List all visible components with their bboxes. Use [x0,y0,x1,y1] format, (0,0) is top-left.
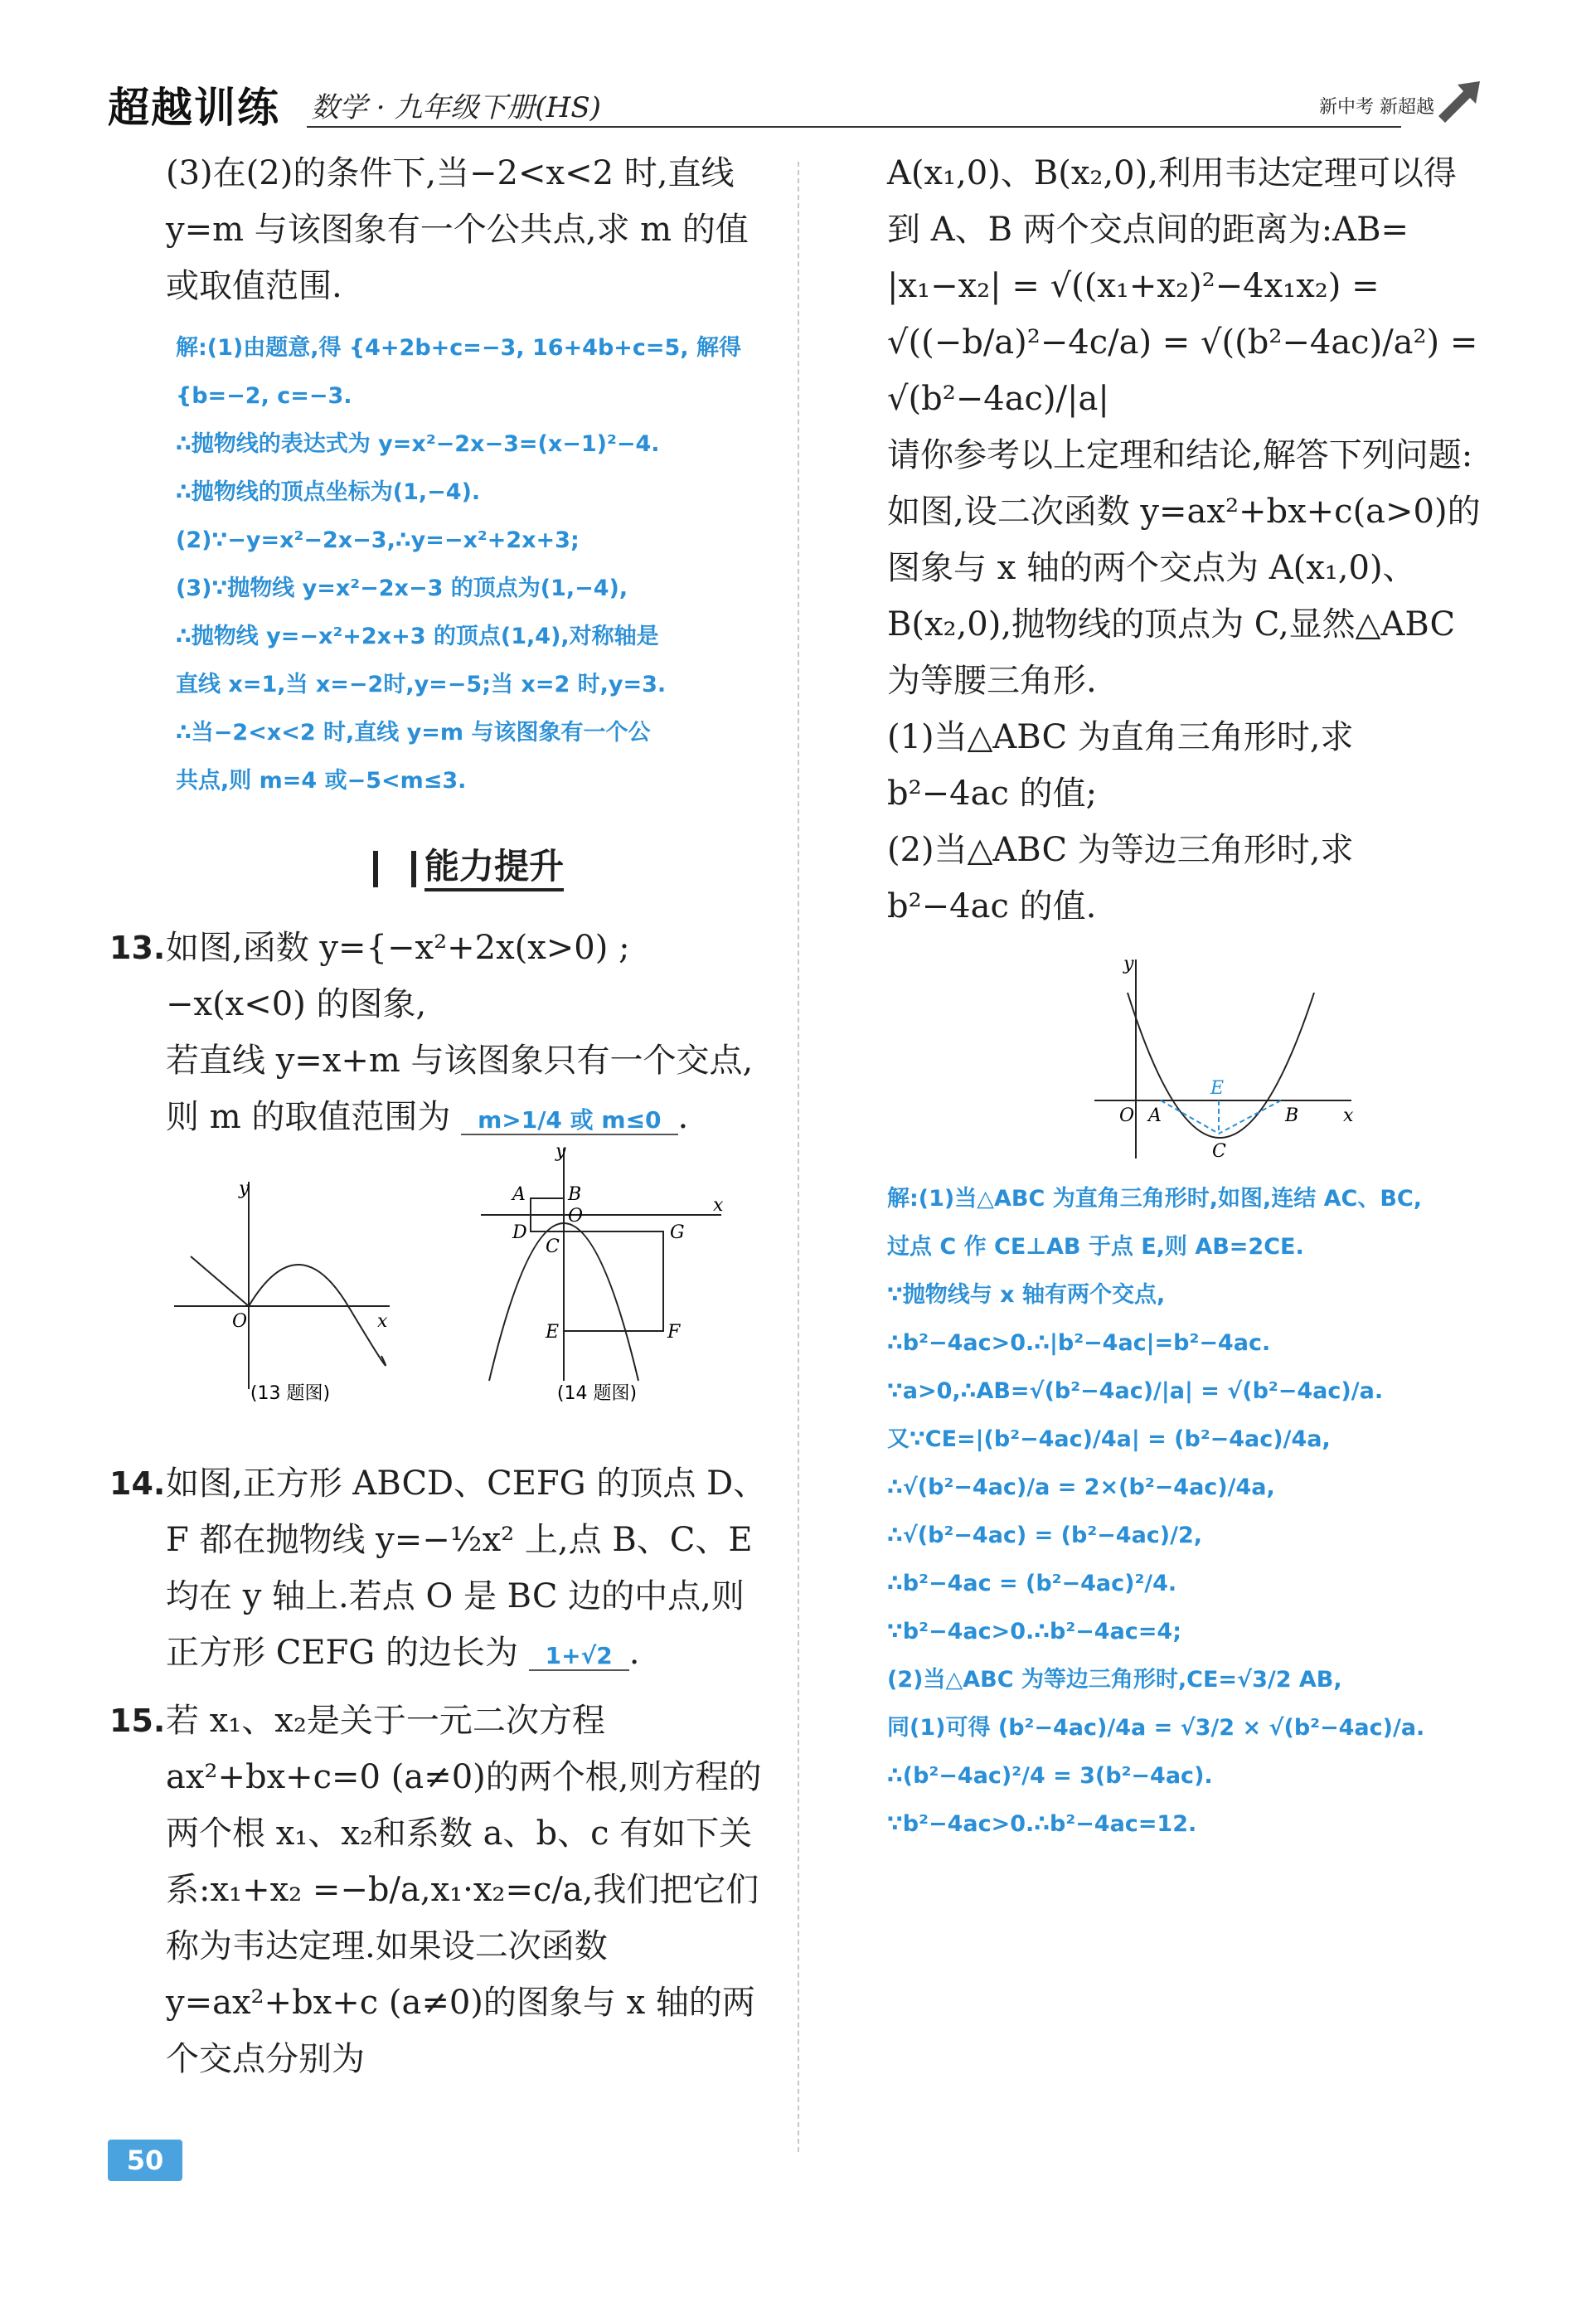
right-column [887,145,1484,1848]
brand-title: 超越训练 [108,84,280,132]
answer-blank: m>1/4 或 m≤0 [461,1106,677,1135]
book-title: 数学 · 九年级下册(HS) [311,91,601,124]
q15-continued: A(x₁,0)、B(x₂,0),利用韦达定理可以得到 A、B 两个交点间的距离为:AB= [887,154,1457,249]
figures-13-14 [166,1141,771,1439]
svg-text:D: D [512,1222,527,1243]
figure-15 [1078,951,1360,1167]
sol-line: ∴抛物线的顶点坐标为(1,−4). [176,479,481,505]
svg-text:O: O [232,1311,248,1332]
page-number: 50 [108,2140,182,2181]
q15-setup: 如图,设二次函数 y=ax²+bx+c(a>0)的图象与 x 轴的两个交点为 A(x₁,0)、B(x₂,0),抛物线的顶点为 C,显然△ABC 为等腰三角形. [887,493,1481,700]
svg-text:C: C [1212,1141,1226,1162]
q15-part-2: (2)当△ABC 为等边三角形时,求 b²−4ac 的值. [887,831,1354,925]
arrow-icon [1434,75,1484,124]
svg-text:F: F [667,1322,681,1343]
question-number: 13. [109,930,166,966]
sol-line: ∵抛物线与 x 轴有两个交点, [887,1282,1166,1308]
svg-text:(14 题图): (14 题图) [556,1383,638,1404]
page-header [108,75,1484,141]
left-column [109,145,771,2087]
svg-text:C: C [546,1236,560,1257]
sol-line: (2)∵−y=x²−2x−3,∴y=−x²+2x+3; [176,527,580,553]
svg-text:y: y [1123,954,1134,974]
svg-text:y: y [555,1141,566,1162]
section-heading: 能力提升 [166,838,771,895]
sol-line: 过点 C 作 CE⊥AB 于点 E,则 AB=2CE. [887,1234,1304,1260]
sol-line: ∴当−2<x<2 时,直线 y=m 与该图象有一个公 [176,720,651,746]
formula-line: √((−b/a)²−4c/a) = √((b²−4ac)/a²) = √(b²−4ac)/|a| [887,323,1478,418]
header-rule [307,126,1401,128]
sol-line: 同(1)可得 (b²−4ac)/4a = √3/2 × √(b²−4ac)/a. [887,1715,1425,1741]
sol-line: 共点,则 m=4 或−5<m≤3. [176,768,467,794]
sol-line: ∵b²−4ac>0.∴b²−4ac=12. [887,1811,1197,1837]
answer-blank: 1+√2 [529,1642,629,1671]
svg-text:x: x [377,1311,388,1332]
q15-part-1: (1)当△ABC 为直角三角形时,求 b²−4ac 的值; [887,718,1354,813]
svg-text:A: A [512,1184,526,1205]
sol-line: ∴b²−4ac = (b²−4ac)²/4. [887,1571,1177,1596]
sol-line: ∴√(b²−4ac) = (b²−4ac)/2, [887,1523,1203,1548]
svg-text:(13 题图): (13 题图) [250,1383,331,1404]
svg-text:B: B [1285,1105,1299,1126]
solution-12 [176,324,771,805]
svg-text:A: A [1148,1105,1162,1126]
svg-text:O: O [568,1206,584,1227]
sol-line: ∴抛物线的表达式为 y=x²−2x−3=(x−1)²−4. [176,431,660,457]
section-mark-icon [373,851,416,887]
svg-text:x: x [1343,1105,1354,1126]
svg-text:G: G [670,1222,685,1243]
solution-15 [887,1175,1484,1848]
svg-text:E: E [546,1322,560,1343]
sol-line: ∴抛物线 y=−x²+2x+3 的顶点(1,4),对称轴是 [176,624,659,649]
sol-line: ∵b²−4ac>0.∴b²−4ac=4; [887,1619,1182,1644]
question-15: 15. 若 x₁、x₂是关于一元二次方程 ax²+bx+c=0 (a≠0)的两个根,则方程的两个根 x₁、x₂和系数 a、b、c 有如下关系:x₁+x₂ =−b/a,x₁·x₂=c/a,我们把它们称为韦达定理.如果设二次函数 y=ax²+bx+c (a≠0)的图象与 x 轴的两个交点分别为 [166,1693,771,2087]
question-13: 13. 如图,函数 y={−x²+2x(x>0) ; −x(x<0) 的图象, 若直线 y=x+m 与该图象只有一个交点,则 m 的取值范围为 m>1/4 或 m≤0 . [166,920,771,1149]
svg-text:O: O [1119,1105,1135,1126]
sol-line: 直线 x=1,当 x=−2时,y=−5;当 x=2 时,y=3. [176,672,667,697]
svg-text:B: B [568,1184,582,1205]
slogan: 新中考 新超越 [1319,97,1434,118]
question-number: 14. [109,1465,166,1502]
column-divider [798,162,799,2152]
sol-line: (3)∵抛物线 y=x²−2x−3 的顶点为(1,−4), [176,576,628,601]
sol-line: ∵a>0,∴AB=√(b²−4ac)/|a| = √(b²−4ac)/a. [887,1378,1384,1404]
question-14: 14. 如图,正方形 ABCD、CEFG 的顶点 D、F 都在抛物线 y=−½x² 上,点 B、C、E 均在 y 轴上.若点 O 是 BC 边的中点,则正方形 CEFG 的边长为 1+√2 . [166,1455,771,1684]
question-12-part-3: (3)在(2)的条件下,当−2<x<2 时,直线 y=m 与该图象有一个公共点,求 m 的值或取值范围. [166,154,749,305]
sol-line: ∴(b²−4ac)²/4 = 3(b²−4ac). [887,1763,1213,1789]
figure-13 [166,1165,415,1406]
sol-line: 又∵CE=|(b²−4ac)/4a| = (b²−4ac)/4a, [887,1426,1331,1452]
svg-text:E: E [1210,1078,1225,1099]
formula-line: |x₁−x₂| = √((x₁+x₂)²−4x₁x₂) = [887,267,1380,305]
sol-line: ∴√(b²−4ac)/a = 2×(b²−4ac)/4a, [887,1474,1275,1500]
question-number: 15. [109,1703,166,1739]
sol-line: (2)当△ABC 为等边三角形时,CE=√3/2 AB, [887,1667,1342,1693]
svg-text:y: y [239,1178,250,1199]
svg-text:x: x [713,1195,724,1216]
sol-line: 解:(1)当△ABC 为直角三角形时,如图,连结 AC、BC, [887,1186,1422,1212]
figure-14 [473,1140,746,1414]
sol-line: ∴b²−4ac>0.∴|b²−4ac|=b²−4ac. [887,1330,1271,1356]
q15-prompt: 请你参考以上定理和结论,解答下列问题: [887,436,1473,474]
sol-line: 解:(1)由题意,得 {4+2b+c=−3, 16+4b+c=5, 解得 {b=−2, c=−3. [176,335,741,409]
